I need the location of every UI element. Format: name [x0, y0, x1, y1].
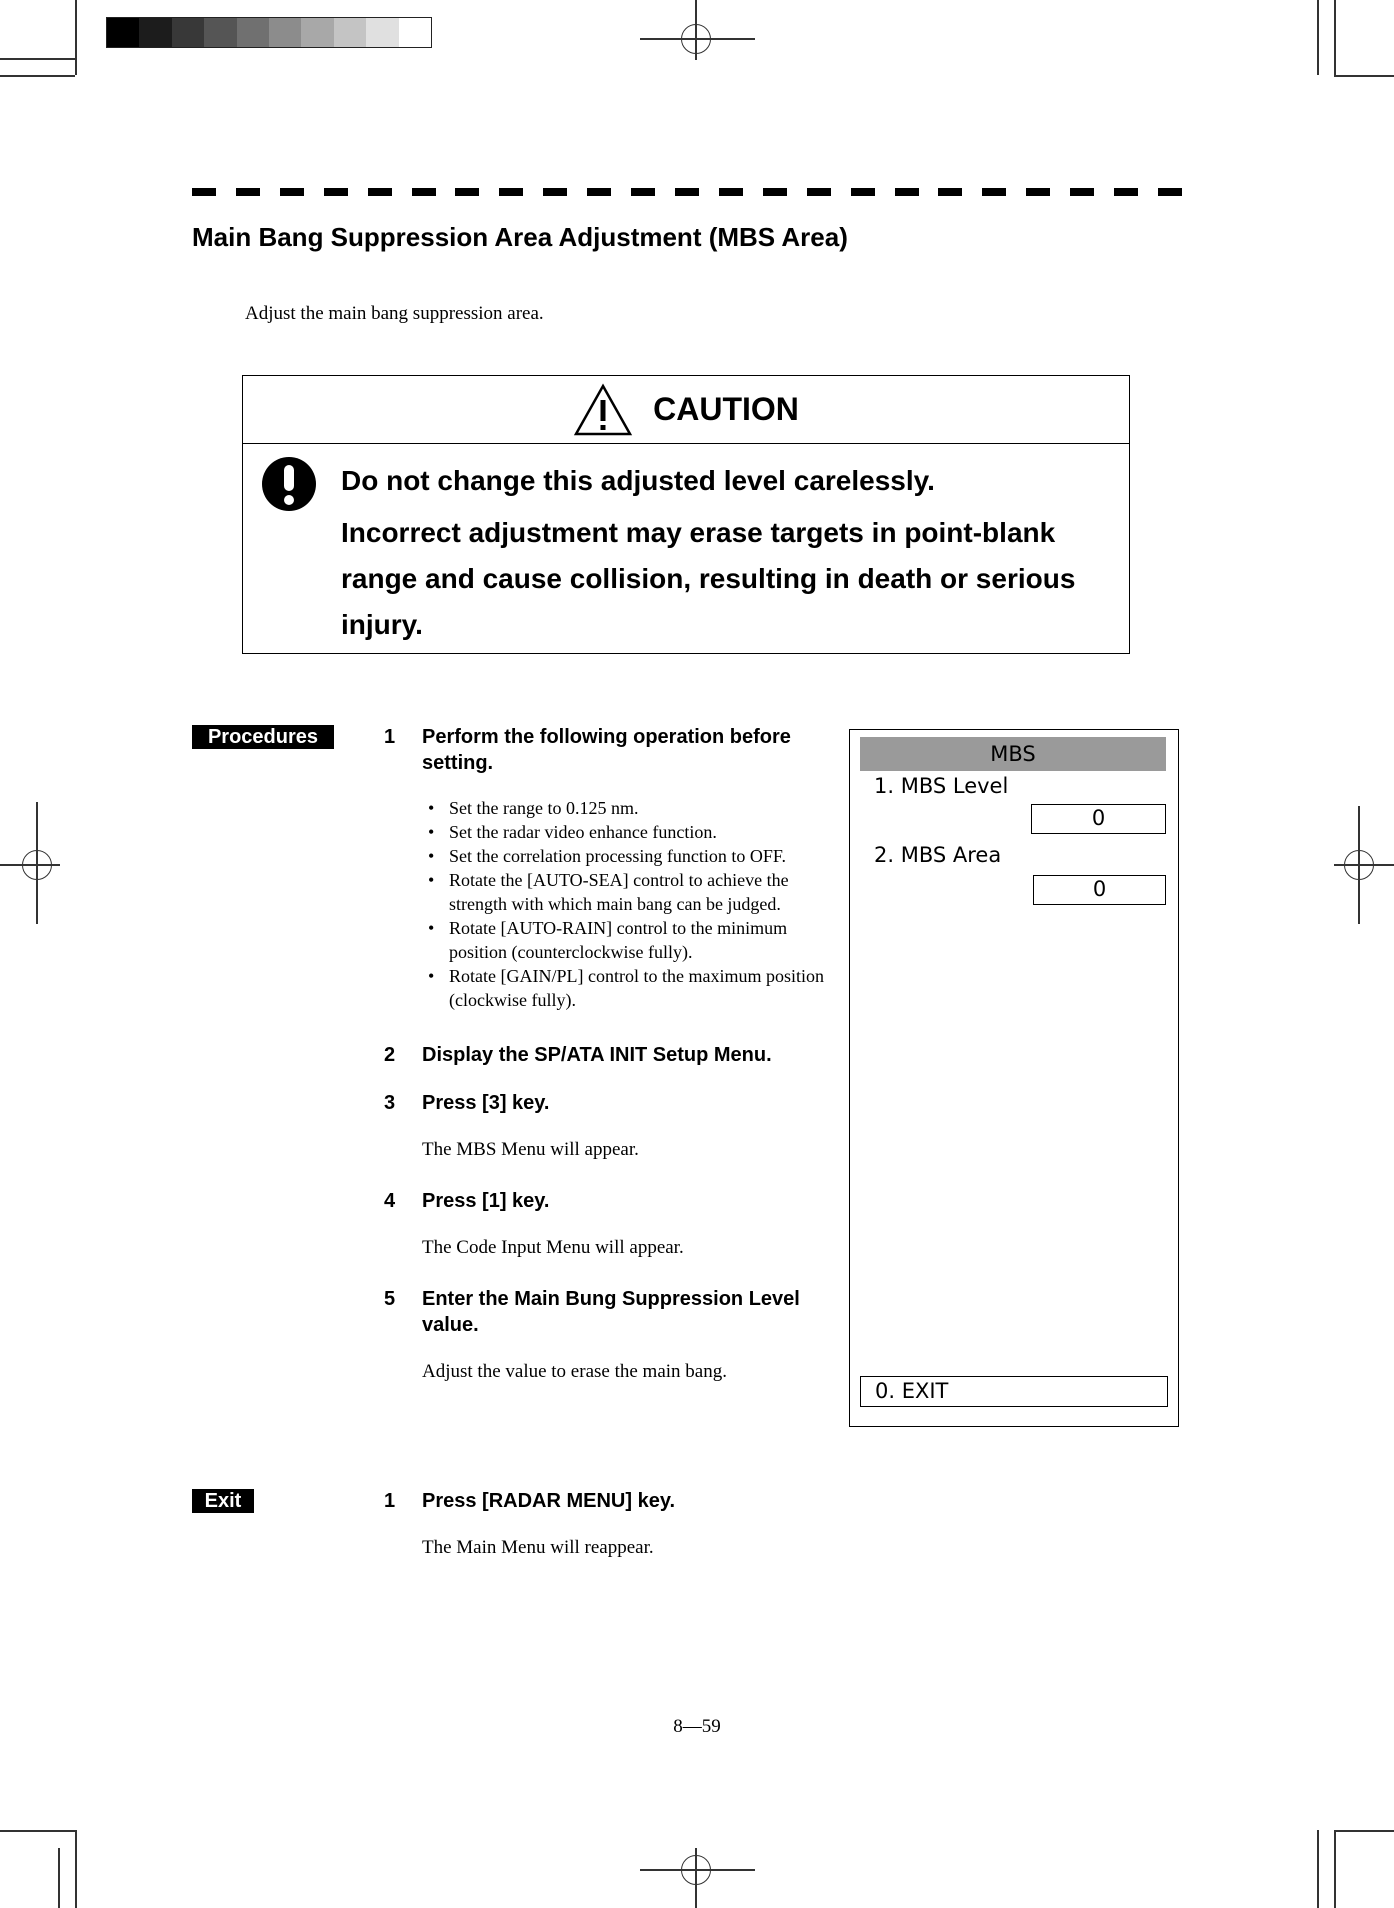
dash-segment: [455, 188, 479, 196]
grayscale-swatch: [172, 18, 204, 47]
crosshair-circle: [681, 1855, 711, 1885]
menu-item-mbs-level[interactable]: 1. MBS Level: [874, 774, 1009, 798]
crosshair-circle: [681, 24, 711, 54]
dash-segment: [368, 188, 392, 196]
crop-mark: [0, 75, 75, 77]
list-item: • Rotate [GAIN/PL] control to the maximum position (clockwise fully).: [422, 964, 830, 1012]
grayscale-swatch: [107, 18, 139, 47]
dash-segment: [675, 188, 699, 196]
grayscale-swatch: [399, 18, 431, 47]
dash-segment: [719, 188, 743, 196]
dash-segment: [807, 188, 831, 196]
step-number: 4: [384, 1190, 396, 1212]
dash-segment: [938, 188, 962, 196]
step-description: The Main Menu will reappear.: [422, 1537, 654, 1558]
dash-segment: [192, 188, 216, 196]
step-4: [384, 1188, 830, 1260]
step-number: 1: [384, 1490, 396, 1512]
caution-header: [243, 376, 1129, 444]
mbs-area-value-field[interactable]: 0: [1033, 875, 1166, 905]
step-title: Press [1] key.: [422, 1190, 550, 1212]
prerequisite-list: [422, 796, 830, 1012]
crop-mark: [0, 58, 75, 60]
dash-segment: [851, 188, 875, 196]
grayscale-bar: [106, 17, 432, 48]
dash-segment: [982, 188, 1006, 196]
section-title: Main Bang Suppression Area Adjustment (MBS Area): [192, 222, 848, 252]
mbs-menu: [849, 729, 1179, 1427]
dash-segment: [1026, 188, 1050, 196]
step-title: Perform the following operation before setting.: [422, 726, 791, 774]
procedure-steps: [384, 724, 830, 1384]
step-5: [384, 1286, 830, 1384]
grayscale-swatch: [301, 18, 333, 47]
crop-mark: [1334, 0, 1336, 75]
crosshair-circle: [1344, 850, 1374, 880]
list-item: • Rotate the [AUTO-SEA] control to achieve the strength with which main bang can be judged.: [422, 868, 830, 916]
menu-item-mbs-area[interactable]: 2. MBS Area: [874, 843, 1002, 867]
list-item: • Set the range to 0.125 nm.: [422, 796, 830, 820]
procedures-label: Procedures: [192, 725, 334, 749]
caution-box: [242, 375, 1130, 654]
dash-segment: [1158, 188, 1182, 196]
crop-mark: [1334, 1830, 1394, 1832]
step-3: [384, 1090, 830, 1162]
page-number: 8—59: [673, 1716, 721, 1737]
dash-segment: [280, 188, 304, 196]
step-description: Adjust the value to erase the main bang.: [422, 1361, 727, 1382]
list-item: • Set the correlation processing function to OFF.: [422, 844, 830, 868]
crop-mark: [75, 1830, 77, 1908]
crop-mark: [1317, 0, 1319, 75]
step-title: Press [RADAR MENU] key.: [422, 1490, 676, 1512]
grayscale-swatch: [366, 18, 398, 47]
list-item: • Rotate [AUTO-RAIN] control to the minimum position (counterclockwise fully).: [422, 916, 830, 964]
crop-mark: [1317, 1830, 1319, 1908]
step-number: 3: [384, 1092, 396, 1114]
menu-header: MBS: [860, 737, 1166, 771]
crop-mark: [1334, 75, 1394, 77]
intro-text: Adjust the main bang suppression area.: [245, 303, 544, 324]
grayscale-swatch: [204, 18, 236, 47]
step-2: [384, 1042, 830, 1068]
dash-segment: [587, 188, 611, 196]
grayscale-swatch: [269, 18, 301, 47]
step-description: The Code Input Menu will appear.: [422, 1237, 684, 1258]
dash-segment: [1114, 188, 1138, 196]
crop-mark: [0, 1830, 75, 1832]
exit-label: Exit: [192, 1489, 254, 1513]
dash-segment: [324, 188, 348, 196]
caution-line-1: Do not change this adjusted level carelessly.: [341, 465, 935, 496]
exit-step-1: [384, 1488, 830, 1560]
crosshair-circle: [22, 850, 52, 880]
grayscale-swatch: [237, 18, 269, 47]
step-number: 1: [384, 726, 396, 748]
step-title: Display the SP/ATA INIT Setup Menu.: [422, 1044, 772, 1066]
warning-triangle-icon: [573, 383, 633, 437]
dash-segment: [895, 188, 919, 196]
dash-segment: [543, 188, 567, 196]
step-description: The MBS Menu will appear.: [422, 1139, 639, 1160]
exclamation-circle-icon: [261, 456, 317, 512]
step-1: [384, 724, 830, 1012]
grayscale-swatch: [139, 18, 171, 47]
crop-mark: [58, 1848, 60, 1908]
caution-title: CAUTION: [653, 391, 799, 427]
step-number: 5: [384, 1288, 396, 1310]
crop-mark: [1334, 1830, 1336, 1908]
exit-steps: [384, 1488, 830, 1560]
dash-segment: [236, 188, 260, 196]
mbs-level-value-field[interactable]: 0: [1031, 804, 1166, 834]
crop-mark: [75, 0, 77, 75]
dash-segment: [499, 188, 523, 196]
menu-exit-item[interactable]: 0. EXIT: [860, 1376, 1168, 1407]
list-item: • Set the radar video enhance function.: [422, 820, 830, 844]
caution-text: [341, 458, 1111, 648]
dash-segment: [412, 188, 436, 196]
step-number: 2: [384, 1044, 396, 1066]
caution-line-2: Incorrect adjustment may erase targets in point-blank range and cause collision, resulting in death or serious injury.: [341, 517, 1076, 640]
dash-segment: [763, 188, 787, 196]
section-divider: [192, 188, 1182, 196]
dash-segment: [631, 188, 655, 196]
step-title: Enter the Main Bung Suppression Level value.: [422, 1288, 800, 1336]
step-title: Press [3] key.: [422, 1092, 550, 1114]
grayscale-swatch: [334, 18, 366, 47]
dash-segment: [1070, 188, 1094, 196]
